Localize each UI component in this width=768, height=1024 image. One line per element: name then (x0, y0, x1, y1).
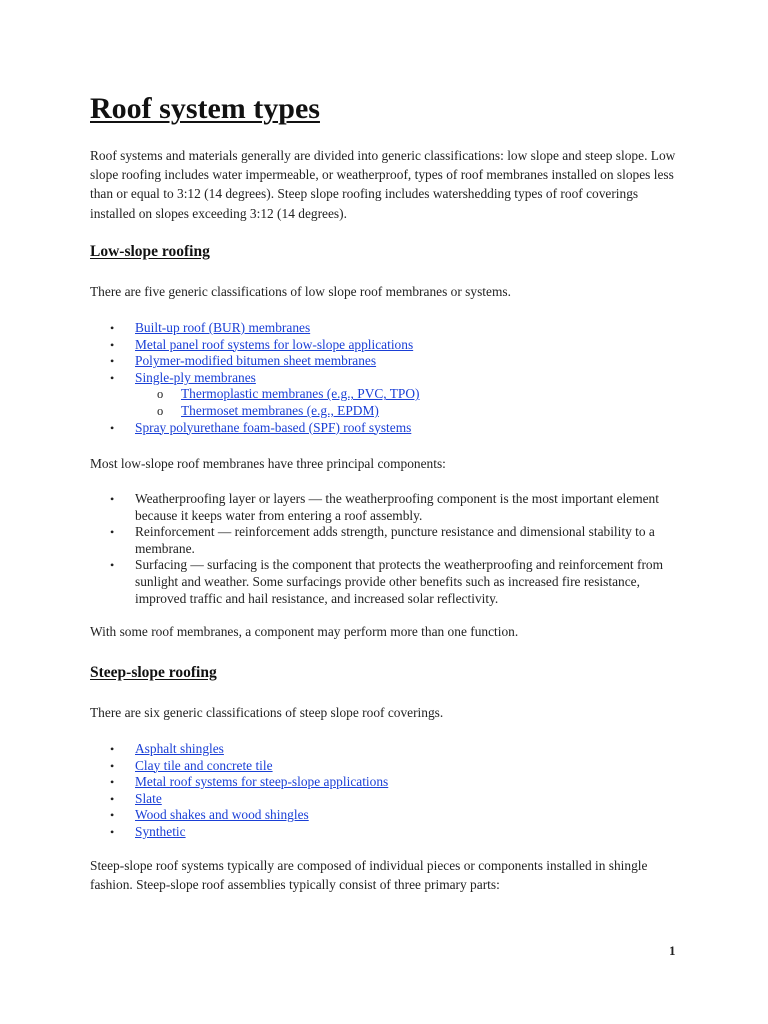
steep-slope-list (90, 741, 690, 841)
bullet-marker: o (157, 387, 164, 402)
bullet-marker: • (110, 775, 115, 790)
bullet-marker: • (110, 758, 115, 773)
bullet-marker: • (110, 370, 115, 385)
low-slope-closing: With some roof membranes, a component may perform more than one function. (90, 624, 519, 639)
bullet-marker: • (110, 791, 115, 806)
link-single-ply-membranes[interactable]: Single-ply membranes (135, 369, 256, 385)
page-title: Roof system types (90, 92, 320, 125)
list-item (90, 370, 690, 420)
list-item (90, 758, 690, 775)
component-reinforcement: Reinforcement — reinforcement adds strength, puncture resistance and dimensional stability to a membrane. (135, 524, 655, 556)
components-lead: Most low-slope roof membranes have three principal components: (90, 456, 446, 471)
list-item (90, 774, 690, 791)
bullet-marker: • (110, 492, 115, 506)
low-slope-heading: Low-slope roofing (90, 243, 210, 260)
list-item (90, 791, 690, 808)
bullet-marker: • (110, 321, 115, 335)
link-synthetic[interactable]: Synthetic (135, 823, 186, 839)
bullet-marker: • (110, 337, 115, 352)
link-thermoplastic-membranes[interactable]: Thermoplastic membranes (e.g., PVC, TPO) (181, 386, 420, 402)
list-item (90, 824, 690, 841)
list-item (90, 524, 690, 557)
component-surfacing: Surfacing — surfacing is the component that protects the weatherproofing and reinforcement from sunlight and weather. Some surfacings provide other benefits such as increased fire resistance, improved traffic and hail resistance, and increased solar reflectivity. (135, 557, 664, 606)
steep-slope-closing: Steep-slope roof systems typically are composed of individual pieces or components installed in shingle fashion. Steep-slope roof assemblies typically consist of three primary parts: (90, 858, 648, 893)
list-item (90, 807, 690, 824)
bullet-marker: • (110, 420, 115, 435)
components-list (90, 491, 690, 607)
list-item (90, 420, 690, 437)
page-number: 1 (669, 943, 676, 958)
link-clay-concrete-tile[interactable]: Clay tile and concrete tile (135, 757, 273, 773)
link-wood-shakes-shingles[interactable]: Wood shakes and wood shingles (135, 807, 309, 823)
list-item (90, 557, 690, 607)
bullet-marker: • (110, 808, 115, 823)
steep-slope-heading: Steep-slope roofing (90, 664, 217, 681)
list-item (135, 403, 690, 420)
steep-slope-lead: There are six generic classifications of steep slope roof coverings. (90, 705, 444, 720)
bullet-marker: • (110, 354, 115, 369)
list-item (90, 491, 690, 524)
list-item (90, 320, 690, 337)
bullet-marker: • (110, 742, 115, 756)
link-polymer-modified-bitumen[interactable]: Polymer-modified bitumen sheet membranes (135, 353, 377, 369)
link-thermoset-membranes[interactable]: Thermoset membranes (e.g., EPDM) (181, 402, 379, 418)
link-metal-steep-slope[interactable]: Metal roof systems for steep-slope applications (135, 774, 389, 790)
link-metal-panel-low-slope[interactable]: Metal panel roof systems for low-slope applications (135, 336, 414, 352)
single-ply-sublist (135, 386, 690, 419)
intro-paragraph: Roof systems and materials generally are divided into generic classifications: low slope and steep slope. Low slope roofing includes water impermeable, or weatherproof, types of roof membranes installed on slopes less than or equal to 3:12 (14 degrees). Steep slope roofing includes watershedding types of roof coverings installed on slopes exceeding 3:12 (14 degrees). (90, 148, 676, 221)
list-item (90, 353, 690, 370)
list-item (135, 386, 690, 403)
link-bur-membranes[interactable]: Built-up roof (BUR) membranes (135, 320, 311, 335)
component-weatherproofing: Weatherproofing layer or layers — the weatherproofing component is the most important element because it keeps water from entering a roof assembly. (135, 491, 659, 523)
link-spf-roof-systems[interactable]: Spray polyurethane foam-based (SPF) roof systems (135, 419, 412, 435)
bullet-marker: • (110, 558, 115, 573)
low-slope-list (90, 320, 690, 436)
bullet-marker: o (157, 403, 164, 418)
link-slate[interactable]: Slate (135, 790, 162, 806)
list-item (90, 741, 690, 758)
low-slope-lead: There are five generic classifications of low slope roof membranes or systems. (90, 284, 511, 299)
list-item (90, 337, 690, 354)
link-asphalt-shingles[interactable]: Asphalt shingles (135, 741, 224, 756)
bullet-marker: • (110, 525, 115, 540)
bullet-marker: • (110, 824, 115, 839)
